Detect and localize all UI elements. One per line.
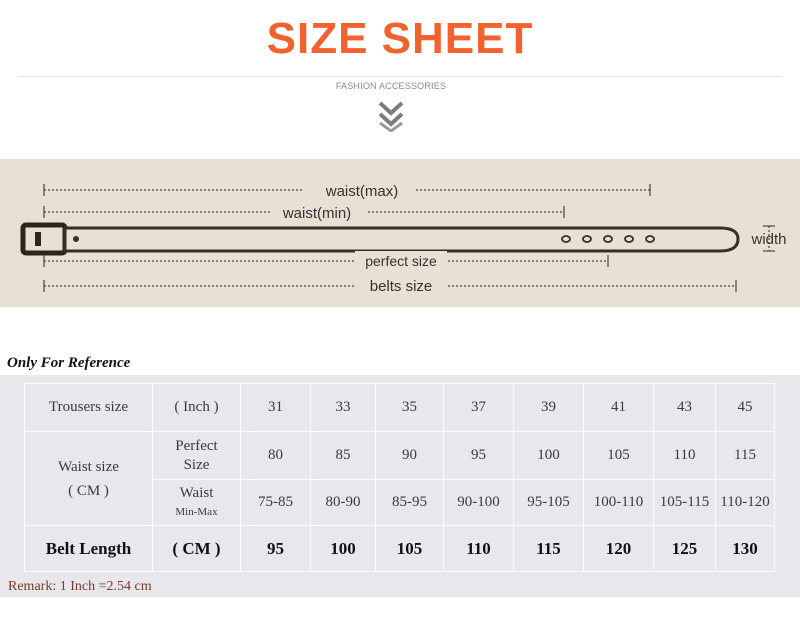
remark-note: Remark: 1 Inch =2.54 cm <box>8 579 152 594</box>
perfect-cell: 105 <box>584 432 654 480</box>
belt-length-cell: 120 <box>584 526 654 572</box>
double-chevron-down-icon <box>377 100 405 132</box>
waist-minmax-cell: 110-120 <box>716 480 775 526</box>
header-divider <box>18 76 782 77</box>
waist-minmax-cell: 100-110 <box>584 480 654 526</box>
waist-minmax-label-sub: Min-Max <box>175 505 218 518</box>
perfect-size-row <box>25 432 775 480</box>
belt-length-cell: 100 <box>311 526 376 572</box>
waist-minmax-cell: 75-85 <box>241 480 311 526</box>
perfect-cell: 95 <box>444 432 514 480</box>
belt-length-cell: 95 <box>241 526 311 572</box>
waist-size-label-line2: ( CM ) <box>68 482 109 499</box>
belt-length-cell: 130 <box>716 526 775 572</box>
inch-label: ( Inch ) <box>153 384 241 432</box>
waist-minmax-label-main: Waist <box>179 484 214 501</box>
belt-length-cell: 110 <box>444 526 514 572</box>
belt-diagram <box>0 159 800 307</box>
waist-minmax-cell: 95-105 <box>514 480 584 526</box>
belt-length-label: Belt Length <box>25 526 153 572</box>
belt-length-cell: 105 <box>376 526 444 572</box>
belt-illustration <box>0 159 800 307</box>
waist-minmax-cell: 85-95 <box>376 480 444 526</box>
waist-minmax-cell: 80-90 <box>311 480 376 526</box>
waist-max-label: waist(max) <box>325 183 399 200</box>
perfect-cell: 80 <box>241 432 311 480</box>
width-label: width <box>751 231 787 248</box>
waist-size-label <box>25 432 153 526</box>
waist-size-label-line1: Waist size <box>58 458 119 475</box>
trousers-label: Trousers size <box>25 384 153 432</box>
trousers-cell: 43 <box>654 384 716 432</box>
trousers-cell: 35 <box>376 384 444 432</box>
trousers-cell: 41 <box>584 384 654 432</box>
perfect-size-label <box>153 432 241 480</box>
waist-minmax-cell: 105-115 <box>654 480 716 526</box>
belt-length-cell: 125 <box>654 526 716 572</box>
perfect-cell: 90 <box>376 432 444 480</box>
waist-minmax-label <box>153 480 241 526</box>
reference-note: Only For Reference <box>7 355 131 371</box>
waist-minmax-cell: 90-100 <box>444 480 514 526</box>
trousers-cell: 37 <box>444 384 514 432</box>
belt-length-unit: ( CM ) <box>153 526 241 572</box>
waist-min-label: waist(min) <box>282 205 352 222</box>
perfect-cell: 100 <box>514 432 584 480</box>
perfect-cell: 115 <box>716 432 775 480</box>
perfect-cell: 110 <box>654 432 716 480</box>
trousers-cell: 45 <box>716 384 775 432</box>
trousers-cell: 39 <box>514 384 584 432</box>
trousers-cell: 33 <box>311 384 376 432</box>
belt-length-cell: 115 <box>514 526 584 572</box>
trousers-cell: 31 <box>241 384 311 432</box>
size-table-panel <box>0 375 800 597</box>
belts-size-label: belts size <box>369 278 433 295</box>
perfect-size-label-line2: Size <box>183 456 210 473</box>
perfect-cell: 85 <box>311 432 376 480</box>
trousers-row <box>25 384 775 432</box>
size-table <box>24 383 775 572</box>
belt-length-row <box>25 526 775 572</box>
page-title: SIZE SHEET <box>266 14 534 63</box>
perfect-size-label-line1: Perfect <box>175 437 218 454</box>
page-subtitle: FASHION ACCESSORIES <box>335 81 447 91</box>
perfect-size-label: perfect size <box>365 253 437 269</box>
